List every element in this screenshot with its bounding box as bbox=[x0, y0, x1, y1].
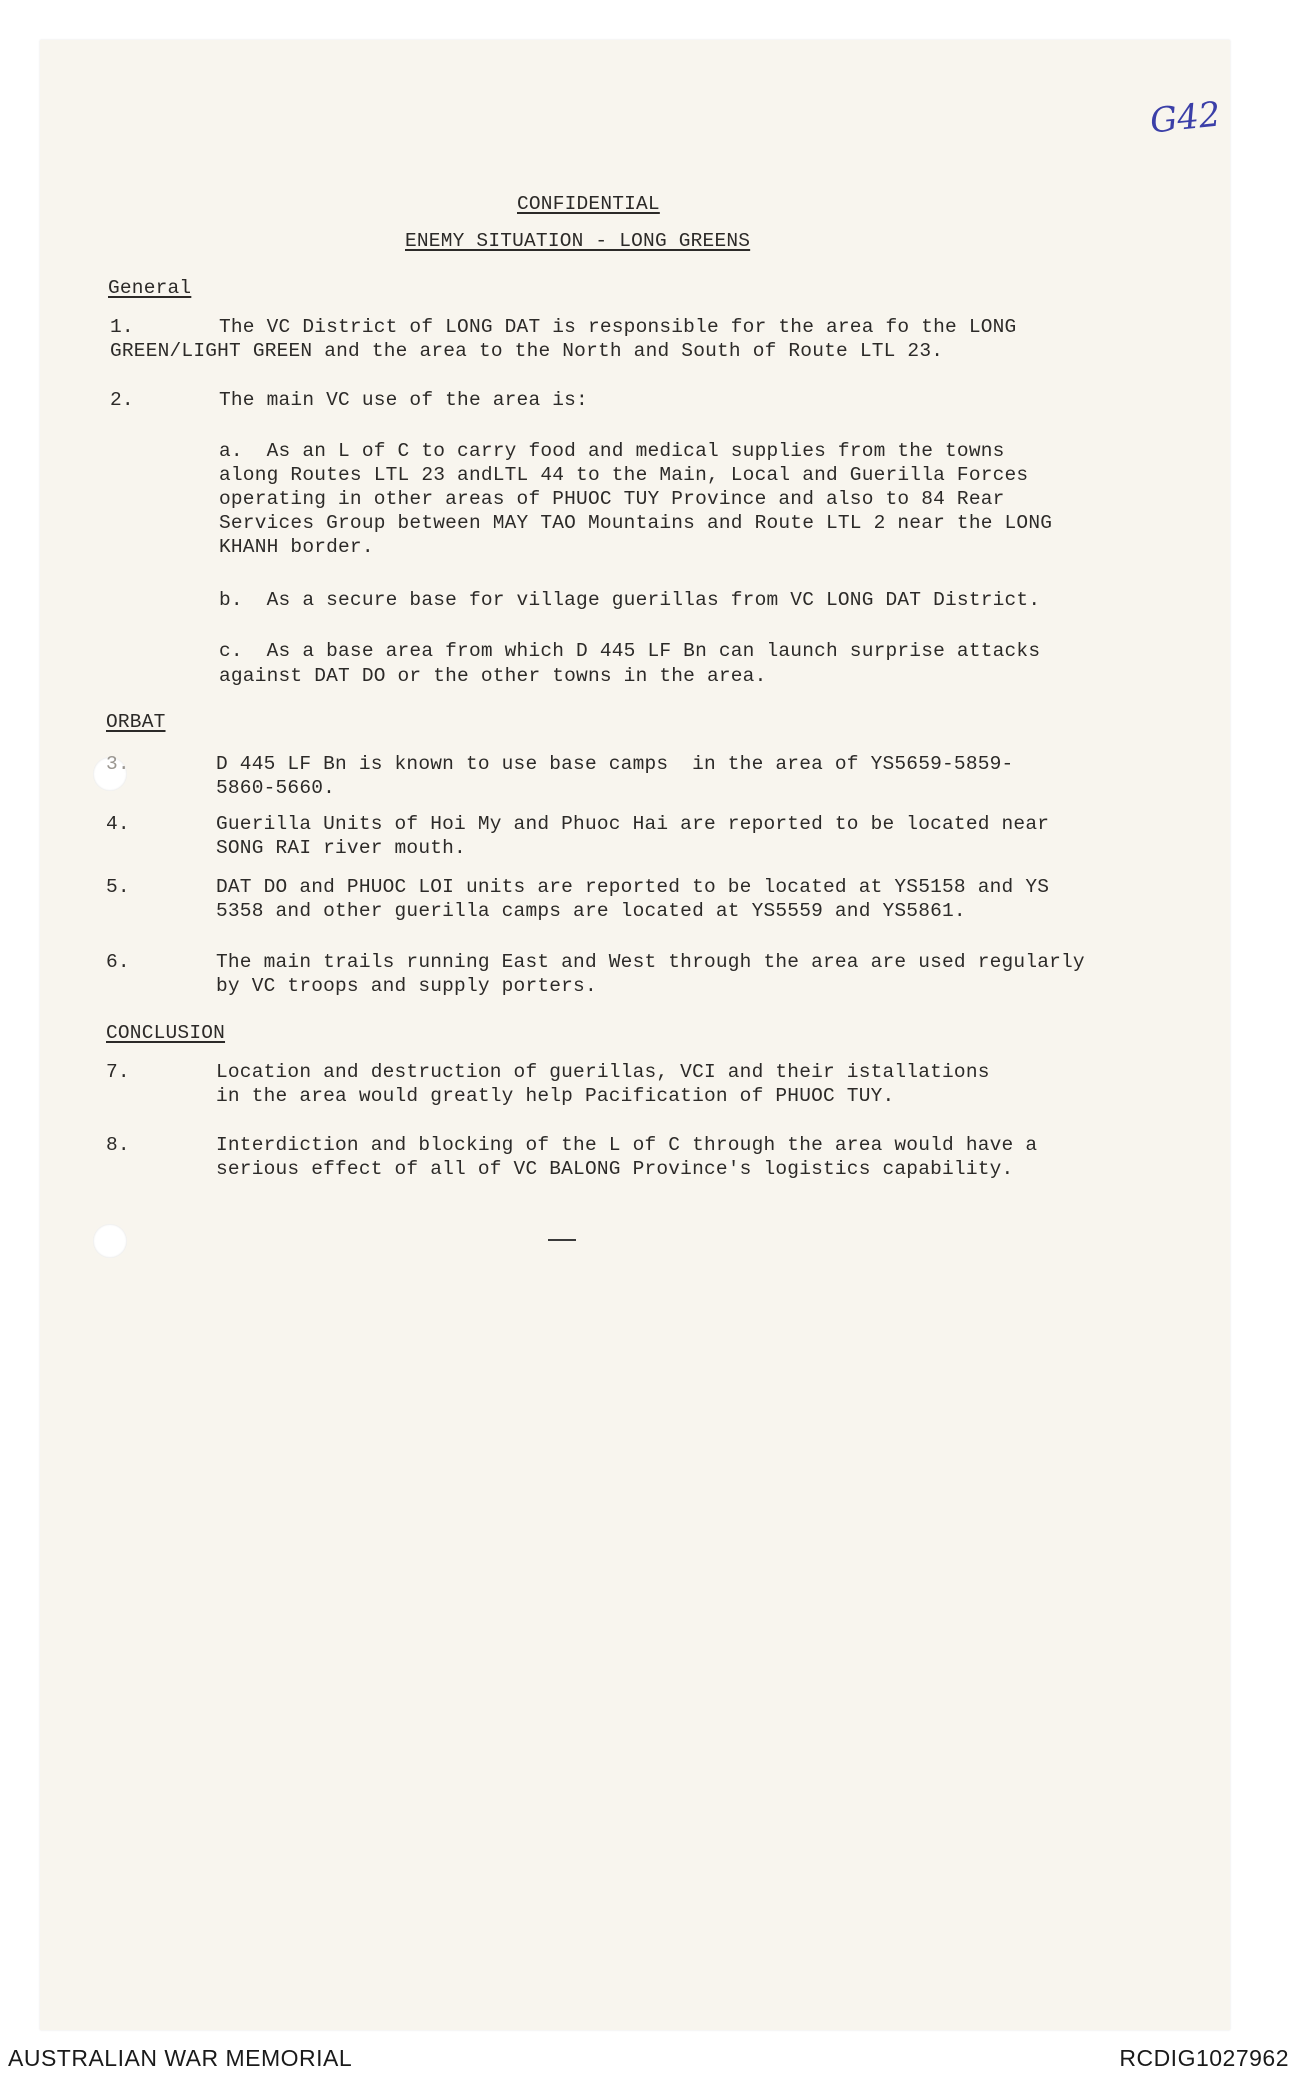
paragraph-text: Location and destruction of guerillas, VCI and their istallations bbox=[216, 1061, 990, 1083]
subparagraph-b: b. As a secure base for village guerillas from VC LONG DAT District. bbox=[219, 589, 1041, 611]
end-of-text-mark bbox=[548, 1239, 576, 1241]
section-general: General bbox=[108, 277, 192, 299]
paragraph-text: in the area would greatly help Pacification of PHUOC TUY. bbox=[216, 1085, 895, 1107]
paragraph-text: Guerilla Units of Hoi My and Phuoc Hai are reported to be located near bbox=[216, 813, 1050, 835]
subparagraph-a: a. As an L of C to carry food and medical supplies from the towns bbox=[219, 440, 1005, 462]
classification-heading: CONFIDENTIAL bbox=[517, 193, 660, 215]
section-orbat: ORBAT bbox=[106, 711, 166, 733]
paragraph-text: by VC troops and supply porters. bbox=[216, 975, 597, 997]
punch-hole-bottom bbox=[93, 1224, 127, 1258]
footer-source: AUSTRALIAN WAR MEMORIAL bbox=[8, 2045, 353, 2071]
paragraph-number: 4. bbox=[106, 813, 130, 835]
paragraph-text: 5358 and other guerilla camps are located at YS5559 and YS5861. bbox=[216, 900, 966, 922]
paragraph-number: 5. bbox=[106, 876, 130, 898]
handwritten-annotation: G42 bbox=[1148, 94, 1223, 142]
paragraph-text: 5860-5660. bbox=[216, 777, 336, 799]
paragraph-number: 6. bbox=[106, 951, 130, 973]
paragraph-text: serious effect of all of VC BALONG Province's logistics capability. bbox=[216, 1158, 1014, 1180]
footer-record-id: RCDIG1027962 bbox=[1119, 2045, 1289, 2071]
subparagraph-c: c. As a base area from which D 445 LF Bn can launch surprise attacks bbox=[219, 640, 1041, 662]
paragraph-number: 2. bbox=[110, 389, 134, 411]
subparagraph-a: Services Group between MAY TAO Mountains and Route LTL 2 near the LONG bbox=[219, 512, 1053, 534]
paragraph-text: The main VC use of the area is: bbox=[219, 389, 588, 411]
paragraph-number: 8. bbox=[106, 1134, 130, 1156]
section-conclusion: CONCLUSION bbox=[106, 1022, 226, 1044]
paragraph-number: 7. bbox=[106, 1061, 130, 1083]
subparagraph-a: KHANH border. bbox=[219, 536, 374, 558]
subparagraph-a: along Routes LTL 23 andLTL 44 to the Main, Local and Guerilla Forces bbox=[219, 464, 1029, 486]
paragraph-number: 1. bbox=[110, 316, 134, 338]
paragraph-text: D 445 LF Bn is known to use base camps in the area of YS5659-5859- bbox=[216, 753, 1014, 775]
subparagraph-c: against DAT DO or the other towns in the area. bbox=[219, 665, 767, 687]
document-title: ENEMY SITUATION - LONG GREENS bbox=[405, 230, 751, 252]
subparagraph-a: operating in other areas of PHUOC TUY Province and also to 84 Rear bbox=[219, 488, 1005, 510]
paragraph-text: DAT DO and PHUOC LOI units are reported to be located at YS5158 and YS bbox=[216, 876, 1050, 898]
paragraph-number: 3. bbox=[106, 753, 130, 775]
paragraph-text: The VC District of LONG DAT is responsible for the area fo the LONG bbox=[219, 316, 1017, 338]
paragraph-text: Interdiction and blocking of the L of C through the area would have a bbox=[216, 1134, 1038, 1156]
paragraph-text: SONG RAI river mouth. bbox=[216, 837, 466, 859]
paragraph-text: The main trails running East and West through the area are used regularly bbox=[216, 951, 1085, 973]
paragraph-text: GREEN/LIGHT GREEN and the area to the North and South of Route LTL 23. bbox=[110, 340, 944, 362]
